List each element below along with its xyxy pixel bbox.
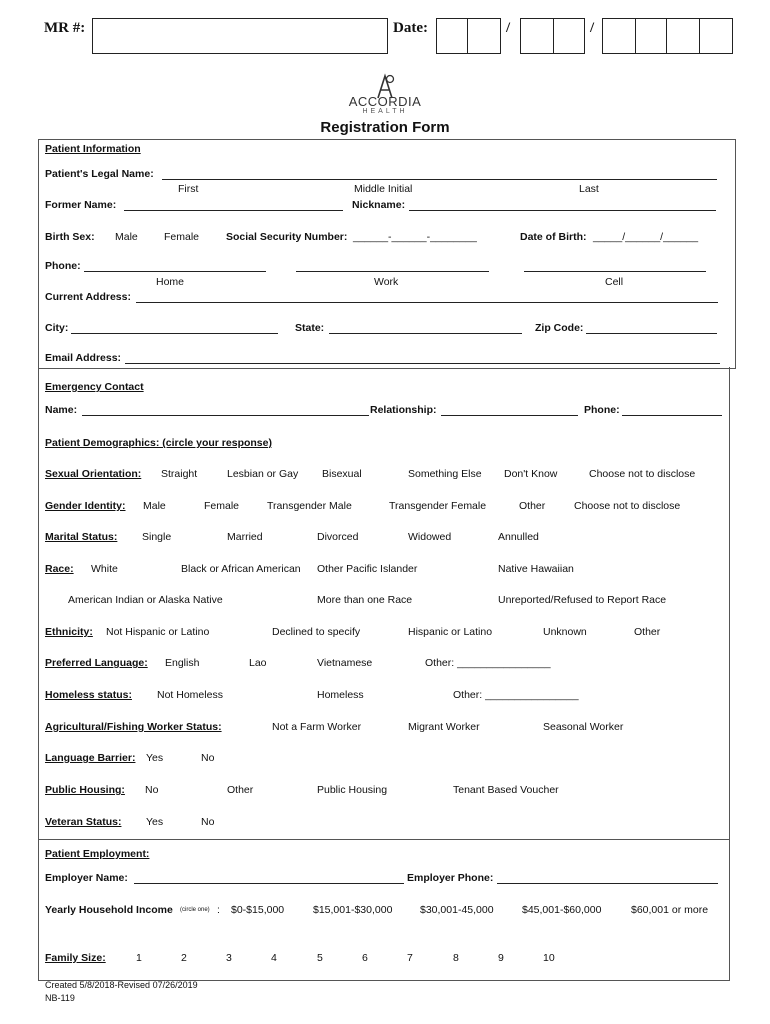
date-separator: / xyxy=(590,20,595,36)
language-other-field[interactable]: Other: ________________ xyxy=(425,657,551,669)
demographics-heading: Patient Demographics: (circle your response) xyxy=(45,437,272,449)
home-caption: Home xyxy=(156,276,185,288)
family-size-option[interactable]: 2 xyxy=(181,952,187,964)
form-title: Registration Form xyxy=(320,119,450,136)
emergency-phone-label: Phone: xyxy=(584,404,620,416)
housing-option[interactable]: No xyxy=(145,784,159,796)
first-caption: First xyxy=(178,183,199,195)
gender-identity-label: Gender Identity: xyxy=(45,500,126,512)
state-field[interactable] xyxy=(329,333,522,334)
phone-label: Phone: xyxy=(45,260,81,272)
ethnicity-option[interactable]: Hispanic or Latino xyxy=(408,626,493,638)
last-caption: Last xyxy=(579,183,599,195)
ethnicity-option[interactable]: Not Hispanic or Latino xyxy=(106,626,210,638)
birth-sex-female-option[interactable]: Female xyxy=(164,231,200,243)
housing-option[interactable]: Tenant Based Voucher xyxy=(453,784,559,796)
housing-option[interactable]: Other xyxy=(227,784,254,796)
veteran-option[interactable]: Yes xyxy=(146,816,164,828)
relationship-field[interactable] xyxy=(441,415,578,416)
gender-option[interactable]: Male xyxy=(143,500,166,512)
orientation-option[interactable]: Bisexual xyxy=(322,468,362,480)
ethnicity-label: Ethnicity: xyxy=(45,626,93,638)
language-option[interactable]: Vietnamese xyxy=(317,657,373,669)
former-name-label: Former Name: xyxy=(45,199,117,211)
ssn-label: Social Security Number: xyxy=(226,231,348,243)
ethnicity-option[interactable]: Other xyxy=(634,626,661,638)
race-option[interactable]: Black or African American xyxy=(181,563,301,575)
birth-sex-male-option[interactable]: Male xyxy=(115,231,138,243)
family-size-option[interactable]: 9 xyxy=(498,952,504,964)
race-option[interactable]: White xyxy=(91,563,118,575)
emergency-name-label: Name: xyxy=(45,404,78,416)
marital-option[interactable]: Annulled xyxy=(498,531,539,543)
mr-label: MR #: xyxy=(44,20,86,36)
employer-phone-field[interactable] xyxy=(497,883,718,884)
race-option[interactable]: American Indian or Alaska Native xyxy=(68,594,223,606)
marital-option[interactable]: Divorced xyxy=(317,531,359,543)
veteran-option[interactable]: No xyxy=(201,816,215,828)
mr-number-field[interactable] xyxy=(92,18,388,54)
orientation-option[interactable]: Straight xyxy=(161,468,198,480)
agri-option[interactable]: Seasonal Worker xyxy=(543,721,624,733)
homeless-option[interactable]: Homeless xyxy=(317,689,364,701)
family-size-option[interactable]: 6 xyxy=(362,952,368,964)
gender-option[interactable]: Choose not to disclose xyxy=(574,500,681,512)
emergency-heading: Emergency Contact xyxy=(45,381,144,393)
family-size-option[interactable]: 5 xyxy=(317,952,323,964)
date-day-digit-2[interactable] xyxy=(553,18,585,54)
race-option[interactable]: Other Pacific Islander xyxy=(317,563,418,575)
date-year-digit-3[interactable] xyxy=(666,18,700,54)
agri-option[interactable]: Not a Farm Worker xyxy=(272,721,362,733)
middle-caption: Middle Initial xyxy=(354,183,413,195)
city-field[interactable] xyxy=(71,333,278,334)
cell-phone-field[interactable] xyxy=(524,271,706,272)
date-year-digit-4[interactable] xyxy=(699,18,733,54)
date-day-digit-1[interactable] xyxy=(520,18,554,54)
family-size-option[interactable]: 1 xyxy=(136,952,142,964)
sexual-orientation-label: Sexual Orientation: xyxy=(45,468,142,480)
income-option[interactable]: $0-$15,000 xyxy=(231,904,285,916)
date-year-digit-2[interactable] xyxy=(635,18,667,54)
family-size-option[interactable]: 10 xyxy=(543,952,555,964)
income-option[interactable]: $15,001-$30,000 xyxy=(313,904,393,916)
marital-option[interactable]: Widowed xyxy=(408,531,452,543)
gender-option[interactable]: Other xyxy=(519,500,546,512)
emergency-phone-field[interactable] xyxy=(622,415,722,416)
legal-name-label: Patient's Legal Name: xyxy=(45,168,154,180)
veteran-status-label: Veteran Status: xyxy=(45,816,122,828)
race-option[interactable]: More than one Race xyxy=(317,594,413,606)
race-label: Race: xyxy=(45,563,74,575)
emergency-name-field[interactable] xyxy=(82,415,369,416)
former-name-field[interactable] xyxy=(124,210,343,211)
home-phone-field[interactable] xyxy=(84,271,266,272)
family-size-option[interactable]: 8 xyxy=(453,952,459,964)
family-size-option[interactable]: 4 xyxy=(271,952,277,964)
income-note: (circle one) xyxy=(180,907,210,913)
income-colon: : xyxy=(217,904,220,916)
logo-name: ACCORDIA xyxy=(348,94,422,109)
marital-status-label: Marital Status: xyxy=(45,531,118,543)
date-label: Date: xyxy=(393,20,428,36)
ssn-field[interactable]: ______-______-________ xyxy=(353,231,477,243)
current-address-label: Current Address: xyxy=(45,291,131,303)
homeless-option[interactable]: Not Homeless xyxy=(157,689,223,701)
orientation-option[interactable]: Something Else xyxy=(408,468,482,480)
date-month-digit-2[interactable] xyxy=(467,18,501,54)
language-option[interactable]: English xyxy=(165,657,200,669)
current-address-field[interactable] xyxy=(136,302,718,303)
form-code: NB-119 xyxy=(45,993,75,1003)
city-label: City: xyxy=(45,322,69,334)
orientation-option[interactable]: Choose not to disclose xyxy=(589,468,696,480)
orientation-option[interactable]: Lesbian or Gay xyxy=(227,468,299,480)
logo-sub: HEALTH xyxy=(362,108,408,115)
income-option[interactable]: $45,001-$60,000 xyxy=(522,904,602,916)
work-phone-field[interactable] xyxy=(296,271,489,272)
email-label: Email Address: xyxy=(45,352,122,364)
date-year-digit-1[interactable] xyxy=(602,18,636,54)
language-barrier-label: Language Barrier: xyxy=(45,752,136,764)
ethnicity-option[interactable]: Unknown xyxy=(543,626,587,638)
employer-phone-label: Employer Phone: xyxy=(407,872,494,884)
gender-option[interactable]: Transgender Female xyxy=(389,500,487,512)
public-housing-label: Public Housing: xyxy=(45,784,125,796)
nickname-field[interactable] xyxy=(409,210,716,211)
employer-name-field[interactable] xyxy=(134,883,404,884)
housing-option[interactable]: Public Housing xyxy=(317,784,388,796)
cell-caption: Cell xyxy=(605,276,624,288)
family-size-label: Family Size: xyxy=(45,952,106,964)
orientation-option[interactable]: Don't Know xyxy=(504,468,558,480)
birth-sex-label: Birth Sex: xyxy=(45,231,95,243)
nickname-label: Nickname: xyxy=(352,199,406,211)
race-option[interactable]: Unreported/Refused to Report Race xyxy=(498,594,667,606)
email-field[interactable] xyxy=(125,363,720,364)
income-label: Yearly Household Income xyxy=(45,904,173,916)
employer-name-label: Employer Name: xyxy=(45,872,128,884)
marital-option[interactable]: Married xyxy=(227,531,263,543)
gender-option[interactable]: Female xyxy=(204,500,240,512)
dob-label: Date of Birth: xyxy=(520,231,587,243)
family-size-option[interactable]: 7 xyxy=(407,952,413,964)
dob-field[interactable]: _____/______/______ xyxy=(593,231,699,243)
language-option[interactable]: Lao xyxy=(249,657,267,669)
agri-worker-label: Agricultural/Fishing Worker Status: xyxy=(45,721,222,733)
race-option[interactable]: Native Hawaiian xyxy=(498,563,574,575)
relationship-label: Relationship: xyxy=(370,404,437,416)
agri-option[interactable]: Migrant Worker xyxy=(408,721,480,733)
homeless-other-field[interactable]: Other: ________________ xyxy=(453,689,579,701)
ethnicity-option[interactable]: Declined to specify xyxy=(272,626,361,638)
barrier-option[interactable]: Yes xyxy=(146,752,164,764)
preferred-language-label: Preferred Language: xyxy=(45,657,148,669)
accordia-logo xyxy=(345,70,425,120)
income-option[interactable]: $30,001-45,000 xyxy=(420,904,494,916)
legal-name-field[interactable] xyxy=(162,179,717,180)
state-label: State: xyxy=(295,322,325,334)
date-separator: / xyxy=(506,20,511,36)
barrier-option[interactable]: No xyxy=(201,752,215,764)
employment-heading: Patient Employment: xyxy=(45,848,150,860)
zip-field[interactable] xyxy=(586,333,717,334)
patient-info-heading: Patient Information xyxy=(45,143,141,155)
gender-option[interactable]: Transgender Male xyxy=(267,500,352,512)
date-month-digit-1[interactable] xyxy=(436,18,468,54)
revision-note: Created 5/8/2018-Revised 07/26/2019 xyxy=(45,980,198,990)
work-caption: Work xyxy=(374,276,399,288)
income-option[interactable]: $60,001 or more xyxy=(631,904,709,916)
marital-option[interactable]: Single xyxy=(142,531,172,543)
family-size-option[interactable]: 3 xyxy=(226,952,232,964)
zip-label: Zip Code: xyxy=(535,322,584,334)
homeless-status-label: Homeless status: xyxy=(45,689,132,701)
